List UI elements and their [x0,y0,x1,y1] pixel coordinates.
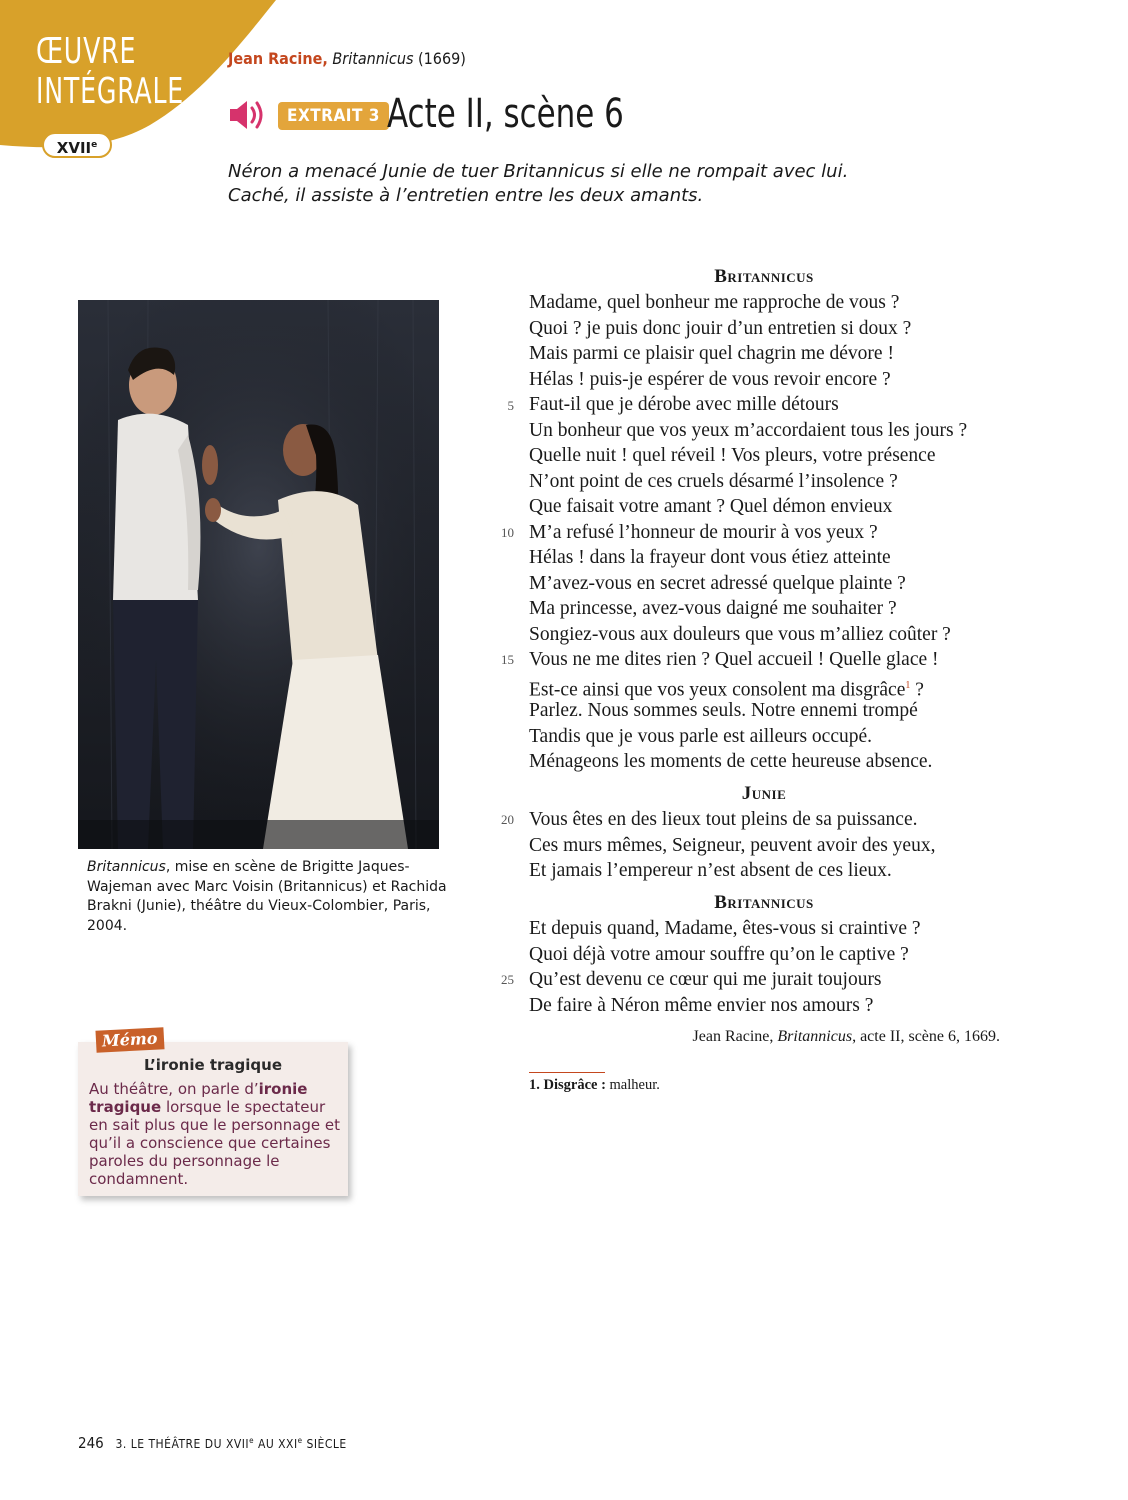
verse-line: Et depuis quand, Madame, êtes-vous si craintive ? [529,918,921,939]
extract-badge: EXTRAIT 3 [278,102,389,130]
century-badge: XVIIe [42,132,112,158]
memo-title: L’ironie tragique [143,1056,283,1074]
section-label: ŒUVRE INTÉGRALE [36,31,185,112]
line-number: 25 [501,972,514,987]
scene-title: Acte II, scène 6 [387,91,624,137]
intro-text: Néron a menacé Junie de tuer Britannicus si elle ne rompait avec lui. Caché, il assiste à l’entretien entre les deux amants. [228,161,849,206]
verse-line: Et jamais l’empereur n’est absent de ces lieux. [529,860,892,881]
verse-line: Quelle nuit ! quel réveil ! Vos pleurs, votre présence [529,445,936,466]
line-number: 15 [501,652,514,667]
verse-line: Hélas ! dans la frayeur dont vous étiez atteinte [529,547,891,568]
verse-line: Vous ne me dites rien ? Quel accueil ! Quelle glace ! [529,649,939,670]
verse-line: M’avez-vous en secret adressé quelque plainte ? [529,572,906,594]
audio-speaker-icon[interactable] [228,98,266,132]
chapter-title: 3. LE THÉÂTRE DU XVIIe AU XXIe SIÈCLE [115,1436,347,1451]
verse-line: Ménageons les moments de cette heureuse absence. [529,751,933,772]
verse-line: Ma princesse, avez-vous daigné me souhaiter ? [529,598,897,619]
source-citation: Jean Racine, Britannicus, acte II, scène 6, 1669. [692,1028,1000,1045]
line-number: 20 [501,812,514,827]
verse-line: Vous êtes en des lieux tout pleins de sa puissance. [529,809,918,830]
verse-line: Tandis que je vous parle est ailleurs occupé. [529,725,873,747]
footnote-rule [529,1072,605,1073]
footnote-marker[interactable]: 1 [905,679,911,691]
photo-caption: Britannicus, mise en scène de Brigitte Jaques-Wajeman avec Marc Voisin (Britannicus) et Rachida Brakni (Junie), théâtre du Vieux-Colombier, Paris, 2004. [87,859,447,934]
verse-line: Songiez-vous aux douleurs que vous m’alliez coûter ? [529,623,951,645]
footnote: 1. Disgrâce : malheur. [529,1077,660,1093]
line-number: 5 [507,398,514,413]
memo-tag: Mémo [95,1027,164,1053]
verse-line: Faut-il que je dérobe avec mille détours [529,394,839,415]
verse-line: De faire à Néron même envier nos amours ? [529,994,874,1016]
stage-photo [78,300,439,849]
verse-line: Parlez. Nous sommes seuls. Notre ennemi trompé [529,700,918,721]
speaker-label: Britannicus [714,892,814,913]
verse-line: M’a refusé l’honneur de mourir à vos yeux ? [529,521,878,543]
verse-line: Un bonheur que vos yeux m’accordaient tous les jours ? [529,419,968,441]
verse-line: Qu’est devenu ce cœur qui me jurait toujours [529,969,882,990]
verse-line: Madame, quel bonheur me rapproche de vous ? [529,292,900,313]
line-number: 10 [501,525,514,540]
verse-line: Mais parmi ce plaisir quel chagrin me dévore ! [529,343,894,364]
memo-text: Au théâtre, on parle d’ironie tragique lorsque le spectateur en sait plus que le personnage et qu’il a conscience que certaines paroles du personnage le condamnent. [89,1080,341,1188]
work-year: (1669) [418,49,466,68]
verse-line: Hélas ! puis-je espérer de vous revoir encore ? [529,368,891,390]
verse-line: Que faisait votre amant ? Quel démon envieux [529,496,893,517]
page-footer [78,1434,347,1452]
speaker-label: Junie [741,783,787,804]
page-number: 246 [78,1434,104,1452]
source-line [228,49,466,68]
work-title: Britannicus [332,49,414,68]
verse-line: Quoi ? je puis donc jouir d’un entretien si doux ? [529,317,912,339]
verse-line: N’ont point de ces cruels désarmé l’insolence ? [529,470,898,492]
speaker-label: Britannicus [714,266,814,287]
verse-line: Ces murs mêmes, Seigneur, peuvent avoir des yeux, [529,834,936,856]
verse-line: Est-ce ainsi que vos yeux consolent ma disgrâce$^1$ ? [529,679,924,700]
author: Jean Racine, [228,49,328,68]
verse-line: Quoi déjà votre amour souffre qu’on le captive ? [529,943,909,965]
